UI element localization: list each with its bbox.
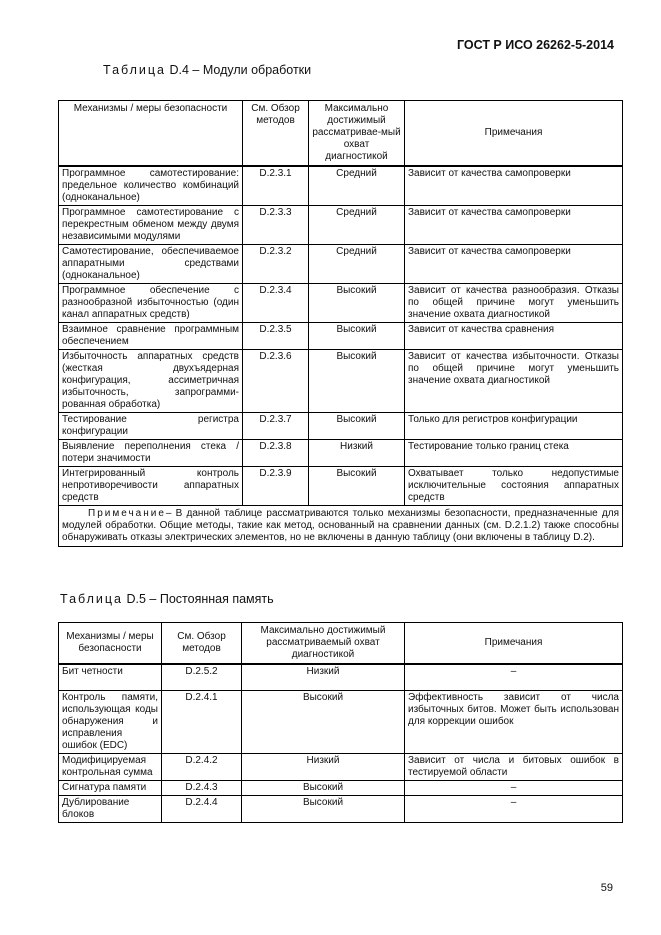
method-ref-cell: D.2.3.9	[243, 467, 309, 506]
method-ref-cell: D.2.3.3	[243, 206, 309, 245]
column-header-methods-ref: См. Обзор методов	[243, 101, 309, 167]
method-ref-cell: D.2.3.2	[243, 245, 309, 284]
note-cell: Зависит от качества самопроверки	[405, 206, 623, 245]
mechanism-cell: Избыточность аппаратных средств (жесткая двухъядерная конфигурация, ассиметричная избыточность, запрограмми-рованная обработка)	[59, 350, 243, 413]
table-d5-caption-text: D.5 – Постоянная память	[126, 592, 274, 606]
table-d5-caption	[60, 592, 274, 606]
note-cell: Эффективность зависит от числа избыточных битов. Может быть использован для коррекции ошибок	[405, 690, 623, 753]
table-d4-caption-text: D.4 – Модули обработки	[169, 63, 312, 77]
footnote-text: – В данной таблице рассматриваются только механизмы безопасности, предназначенные для модулей обработки. Общие методы, такие как метод, основанный на сравнении данных (см. D.2.1.2) также способны обнаруживать отказы электрических элементов, но не включены в данную таблицу (они включены в таблицу D.2).	[62, 508, 619, 543]
coverage-cell: Высокий	[309, 350, 405, 413]
table-footnote-row	[59, 506, 623, 547]
table-d5	[58, 622, 623, 823]
table-row	[59, 440, 623, 467]
coverage-cell: Низкий	[309, 440, 405, 467]
table-header-row	[59, 101, 623, 167]
note-cell: –	[405, 795, 623, 822]
table-row	[59, 753, 623, 780]
table-row	[59, 245, 623, 284]
column-header-notes: Примечания	[405, 101, 623, 167]
table-row	[59, 206, 623, 245]
mechanism-cell: Тестирование регистра конфигурации	[59, 413, 243, 440]
coverage-cell: Высокий	[242, 690, 405, 753]
mechanism-cell: Дублирование блоков	[59, 795, 162, 822]
method-ref-cell: D.2.3.6	[243, 350, 309, 413]
mechanism-cell: Контроль памяти, использующая коды обнаружения и исправления ошибок (EDC)	[59, 690, 162, 753]
method-ref-cell: D.2.3.8	[243, 440, 309, 467]
note-cell: Зависит от числа и битовых ошибок в тестируемой области	[405, 753, 623, 780]
table-row	[59, 323, 623, 350]
column-header-notes: Примечания	[405, 623, 623, 665]
coverage-cell: Низкий	[242, 753, 405, 780]
mechanism-cell: Программное самотестирование с перекрестным обменом между двумя независимыми модулями	[59, 206, 243, 245]
mechanism-cell: Модифицируемая контрольная сумма	[59, 753, 162, 780]
method-ref-cell: D.2.3.1	[243, 166, 309, 206]
method-ref-cell: D.2.4.2	[162, 753, 242, 780]
coverage-cell: Высокий	[309, 323, 405, 350]
table-header-row	[59, 623, 623, 665]
note-cell: Зависит от качества сравнения	[405, 323, 623, 350]
coverage-cell: Высокий	[309, 413, 405, 440]
standard-designation: ГОСТ Р ИСО 26262-5-2014	[456, 38, 614, 52]
note-cell: Зависит от качества самопроверки	[405, 166, 623, 206]
column-header-mechanisms: Механизмы / меры безопасности	[59, 101, 243, 167]
table-d5-caption-label: Таблица	[60, 592, 124, 606]
table-d4-caption-label: Таблица	[103, 63, 167, 77]
method-ref-cell: D.2.3.7	[243, 413, 309, 440]
table-row	[59, 284, 623, 323]
coverage-cell: Средний	[309, 206, 405, 245]
mechanism-cell: Сигнатура памяти	[59, 780, 162, 795]
column-header-mechanisms: Механизмы / меры безопасности	[59, 623, 162, 665]
table-d4-caption	[103, 63, 311, 77]
coverage-cell: Средний	[309, 166, 405, 206]
mechanism-cell: Выявление переполнения стека / потери значимости	[59, 440, 243, 467]
note-cell: –	[405, 664, 623, 690]
column-header-coverage: Максимально достижимый рассматриваемый охват диагностикой	[242, 623, 405, 665]
coverage-cell: Высокий	[309, 467, 405, 506]
mechanism-cell: Программное самотестирование: предельное количество комбинаций (одноканальное)	[59, 166, 243, 206]
table-row	[59, 350, 623, 413]
coverage-cell: Высокий	[309, 284, 405, 323]
note-cell: Тестирование только границ стека	[405, 440, 623, 467]
note-cell: Зависит от качества избыточности. Отказы по общей причине могут уменьшить значение охвата диагностикой	[405, 350, 623, 413]
mechanism-cell: Взаимное сравнение программным обеспечением	[59, 323, 243, 350]
table-footnote	[59, 506, 623, 547]
note-cell: Зависит от качества самопроверки	[405, 245, 623, 284]
method-ref-cell: D.2.4.1	[162, 690, 242, 753]
coverage-cell: Низкий	[242, 664, 405, 690]
method-ref-cell: D.2.3.5	[243, 323, 309, 350]
note-cell: Зависит от качества разнообразия. Отказы по общей причине могут уменьшить значение охвата диагностикой	[405, 284, 623, 323]
method-ref-cell: D.2.4.3	[162, 780, 242, 795]
method-ref-cell: D.2.4.4	[162, 795, 242, 822]
coverage-cell: Высокий	[242, 780, 405, 795]
table-row	[59, 690, 623, 753]
mechanism-cell: Интегрированный контроль непротиворечивости аппаратных средств	[59, 467, 243, 506]
table-d4	[58, 100, 623, 547]
coverage-cell: Высокий	[242, 795, 405, 822]
column-header-coverage: Максимально достижимый рассматривае-мый охват диагностикой	[309, 101, 405, 167]
column-header-methods-ref: См. Обзор методов	[162, 623, 242, 665]
note-cell: –	[405, 780, 623, 795]
mechanism-cell: Программное обеспечение с разнообразной избыточностью (один канал аппаратных средств)	[59, 284, 243, 323]
table-row	[59, 166, 623, 206]
table-row	[59, 413, 623, 440]
note-cell: Охватывает только недопустимые исключительные состояния аппаратных средств	[405, 467, 623, 506]
coverage-cell: Средний	[309, 245, 405, 284]
method-ref-cell: D.2.5.2	[162, 664, 242, 690]
table-row	[59, 467, 623, 506]
mechanism-cell: Самотестирование, обеспечиваемое аппаратными средствами (одноканальное)	[59, 245, 243, 284]
note-cell: Только для регистров конфигурации	[405, 413, 623, 440]
table-row	[59, 664, 623, 690]
table-row	[59, 795, 623, 822]
footnote-label: Примечание	[88, 508, 166, 519]
mechanism-cell: Бит четности	[59, 664, 162, 690]
table-row	[59, 780, 623, 795]
page-number: 59	[600, 882, 613, 894]
method-ref-cell: D.2.3.4	[243, 284, 309, 323]
